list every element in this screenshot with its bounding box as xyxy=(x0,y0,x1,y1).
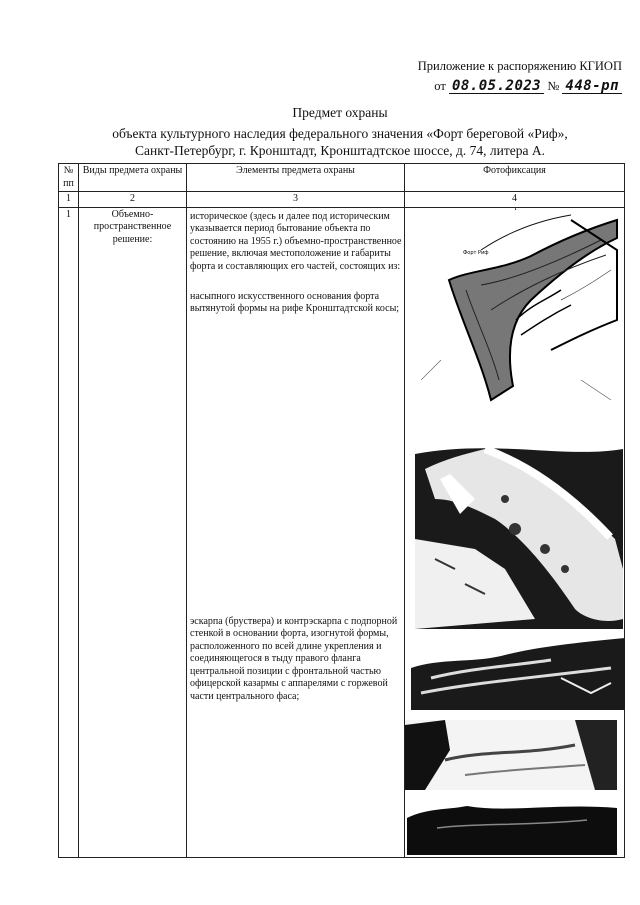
row-elements-cell xyxy=(187,207,405,857)
colnum-2: 2 xyxy=(79,192,187,208)
fort-plan-map-image xyxy=(421,210,621,406)
colnum-3: 3 xyxy=(187,192,405,208)
handwritten-date: 08.05.2023 xyxy=(449,79,544,94)
handwritten-number: 448-рп xyxy=(562,79,622,94)
row-photo-cell xyxy=(405,207,625,857)
escarp-photo-2 xyxy=(405,720,617,790)
document-title xyxy=(60,104,620,159)
escarp-photo-3 xyxy=(407,798,617,855)
colnum-4: 4 xyxy=(405,192,625,208)
protection-table xyxy=(58,163,625,858)
appendix-date-line xyxy=(418,77,622,95)
element-text-c: эскарпа (бруствера) и контрэскарпа с подпорной стенкой в основании форта, изогнутой формы, расположенного по всей длине укрепления и соединяющегося в тыду правого фланга центральной позиции с фронтальной частью офицерской казармы с аппарелями с горжевой части центрального фаса; xyxy=(190,615,398,702)
title-heading: Предмет охраны xyxy=(292,105,388,120)
element-text-b: насыпного искусственного основания форта вытянутой формы на рифе Кронштадтской косы; xyxy=(190,290,400,314)
from-label: от xyxy=(434,79,446,93)
appendix-header xyxy=(418,57,622,95)
escarp-photo-1 xyxy=(411,638,625,710)
row-kind: Объемно-пространственное решение: xyxy=(79,207,187,857)
header-kind: Виды предмета охраны xyxy=(79,164,187,192)
row-num: 1 xyxy=(59,207,79,857)
number-label: № xyxy=(547,79,560,93)
element-text-a: историческое (здесь и далее под историческим указывается период бытование объекта по состоянию на 1955 г.) объемно-пространственное решение, включая местоположение и габариты форта и составляющих его частей, состоящих из: xyxy=(190,210,402,272)
title-address: Санкт-Петербург, г. Кронштадт, Кронштадтское шоссе, д. 74, литера А. xyxy=(134,143,546,158)
header-num: № пп xyxy=(59,164,79,192)
table-header-row xyxy=(59,164,625,192)
title-object: объекта культурного наследия федерального значения «Форт береговой «Риф», xyxy=(112,126,568,141)
header-elements: Элементы предмета охраны xyxy=(187,164,405,192)
header-photo: Фотофиксация xyxy=(405,164,625,192)
appendix-title: Приложение к распоряжению КГИОП xyxy=(417,59,622,73)
map-label: Форт Риф xyxy=(463,249,489,256)
colnum-1: 1 xyxy=(59,192,79,208)
table-number-row xyxy=(59,192,625,208)
fort-aerial-photo xyxy=(415,419,623,629)
table-row xyxy=(59,207,625,857)
